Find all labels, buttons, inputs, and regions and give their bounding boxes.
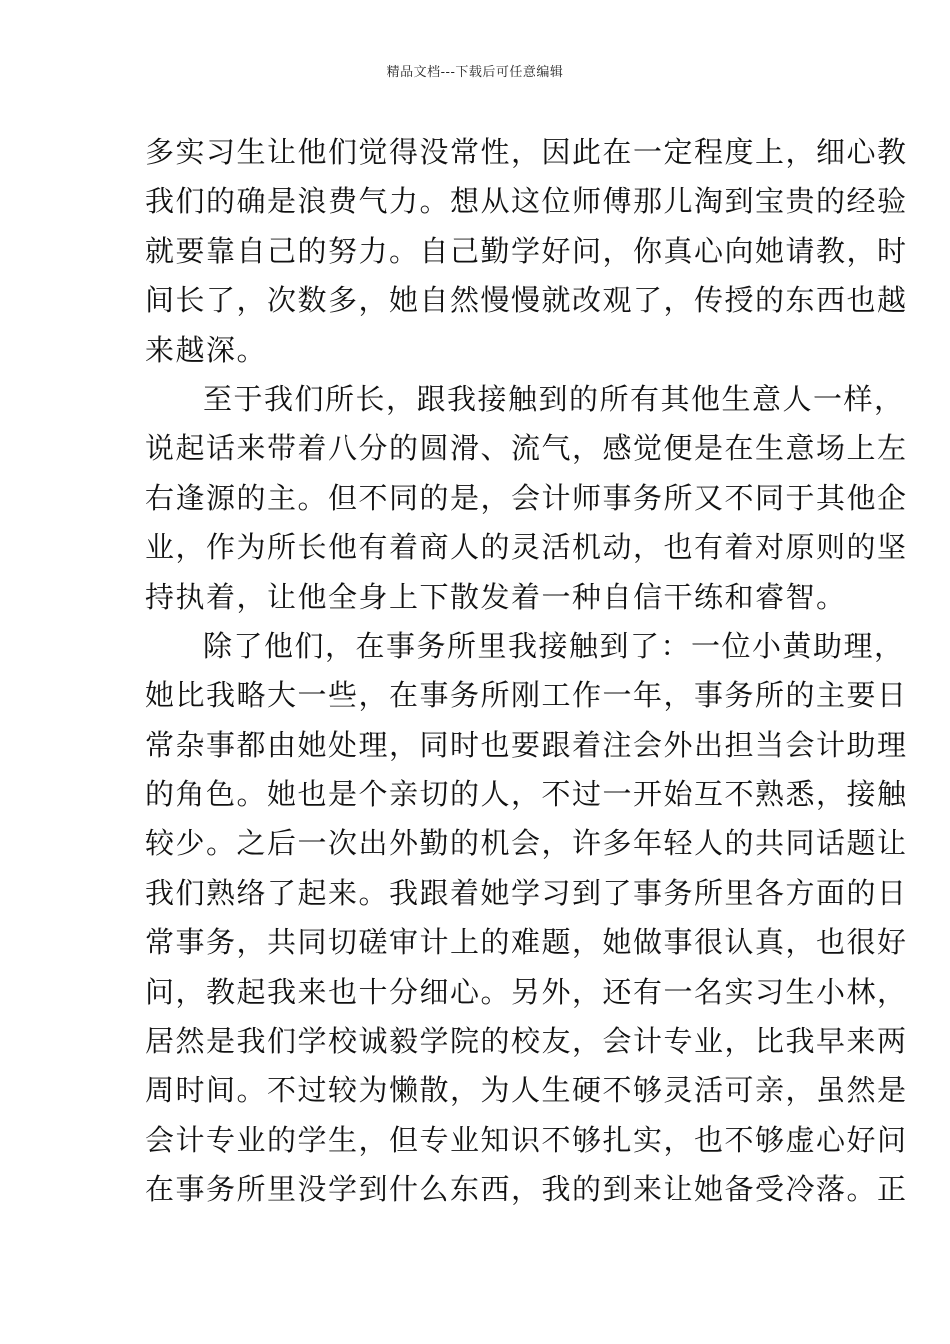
text-line: 间长了，次数多，她自然慢慢就改观了，传授的东西也越 — [145, 283, 908, 318]
text-line: 会计专业的学生，但专业知识不够扎实，也不够虚心好问 — [145, 1122, 908, 1157]
text-line: 的角色。她也是个亲切的人，不过一开始互不熟悉，接触 — [145, 777, 908, 812]
text-line: 她比我略大一些，在事务所刚工作一年，事务所的主要日 — [145, 678, 908, 713]
text-line: 我们的确是浪费气力。想从这位师傅那儿淘到宝贵的经验 — [145, 184, 908, 219]
text-line: 持执着，让他全身上下散发着一种自信干练和睿智。 — [145, 579, 847, 614]
text-line: 较少。之后一次出外勤的机会，许多年轻人的共同话题让 — [145, 826, 908, 861]
paragraph-first-line: 除了他们，在事务所里我接触到了：一位小黄助理， — [203, 628, 905, 663]
page-header: 精品文档---下载后可任意编辑 — [386, 65, 564, 80]
text-line: 常事务，共同切磋审计上的难题，她做事很认真，也很好 — [145, 925, 908, 960]
text-line: 多实习生让他们觉得没常性，因此在一定程度上，细心教 — [145, 135, 908, 169]
document-body — [145, 128, 908, 1215]
text-line: 居然是我们学校诚毅学院的校友，会计专业，比我早来两 — [145, 1024, 908, 1059]
text-line: 业，作为所长他有着商人的灵活机动，也有着对原则的坚 — [145, 530, 908, 565]
text-line: 常杂事都由她处理，同时也要跟着注会外出担当会计助理 — [145, 727, 908, 762]
paragraph-first-line: 至于我们所长，跟我接触到的所有其他生意人一样， — [203, 381, 905, 416]
text-line: 就要靠自己的努力。自己勤学好问，你真心向她请教，时 — [145, 233, 908, 268]
text-line: 在事务所里没学到什么东西，我的到来让她备受冷落。正 — [145, 1172, 908, 1207]
text-line: 周时间。不过较为懒散，为人生硬不够灵活可亲，虽然是 — [145, 1073, 908, 1108]
text-line: 右逢源的主。但不同的是，会计师事务所又不同于其他企 — [145, 480, 908, 515]
text-line: 说起话来带着八分的圆滑、流气，感觉便是在生意场上左 — [145, 431, 908, 466]
text-line: 我们熟络了起来。我跟着她学习到了事务所里各方面的日 — [145, 875, 908, 910]
text-line: 问，教起我来也十分细心。另外，还有一名实习生小林， — [145, 974, 908, 1009]
text-line: 来越深。 — [145, 332, 268, 367]
